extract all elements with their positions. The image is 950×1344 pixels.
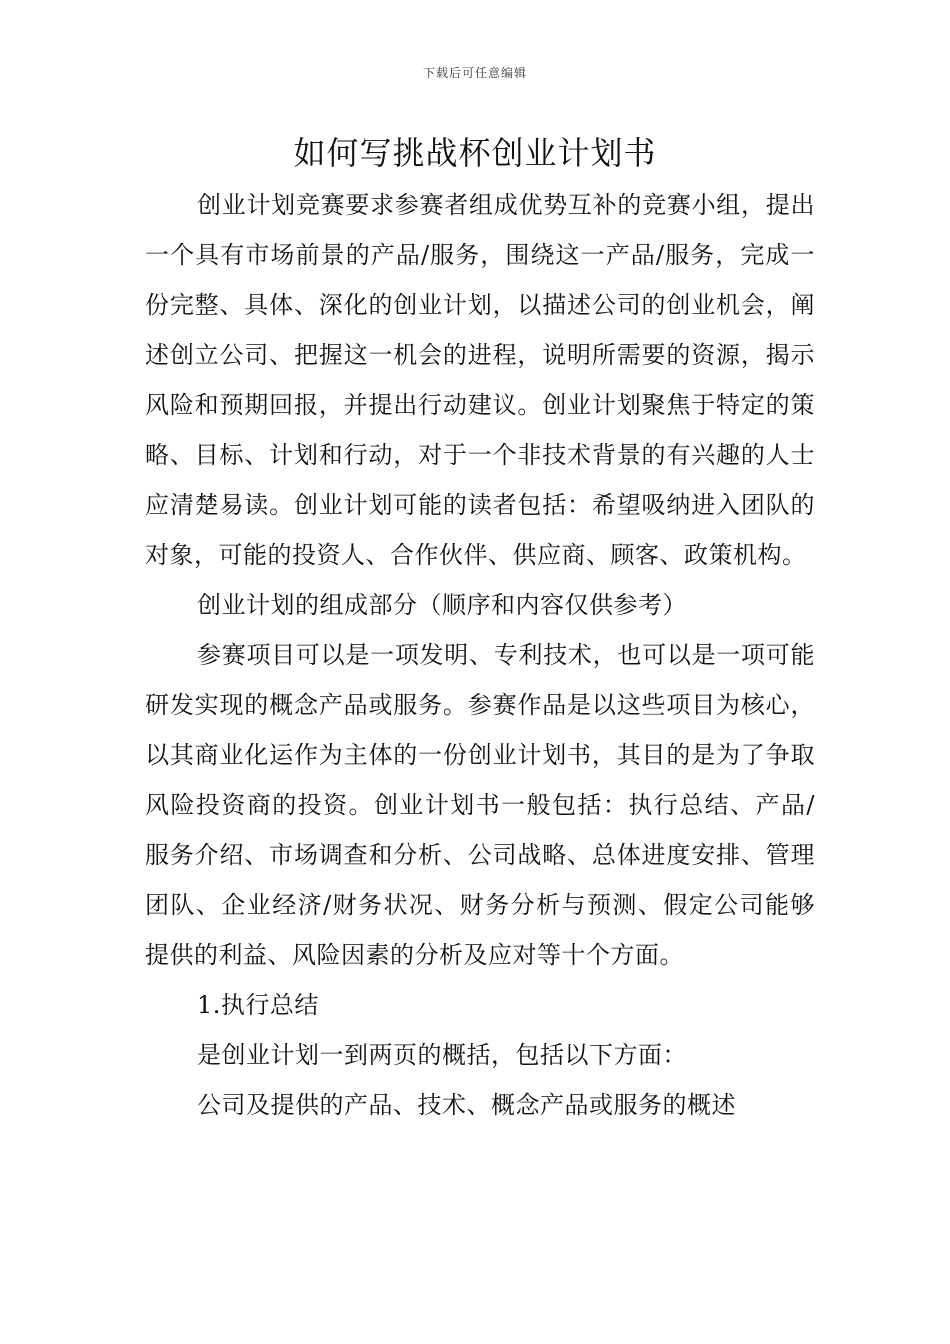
header-note: 下载后可任意编辑 bbox=[422, 66, 527, 80]
paragraph-company-overview: 公司及提供的产品、技术、概念产品或服务的概述 bbox=[197, 1091, 736, 1119]
document-title: 如何写挑战杯创业计划书 bbox=[293, 134, 657, 172]
section-heading-executive-summary: 1.执行总结 bbox=[197, 991, 319, 1019]
paragraph-components-heading: 创业计划的组成部分（顺序和内容仅供参考） bbox=[197, 591, 687, 619]
paragraph-summary-intro: 是创业计划一到两页的概括，包括以下方面： bbox=[197, 1041, 687, 1069]
paragraph-project-description: 参赛项目可以是一项发明、专利技术，也可以是一项可能研发实现的概念产品或服务。参赛作品是以这些项目为核心，以其商业化运作为主体的一份创业计划书，其目的是为了争取风险投资商的投资。创业计划书一般包括：执行总结、产品/服务介绍、市场调查和分析、公司战略、总体进度安排、管理团队、企业经济/财务状况、财务分析与预测、假定公司能够提供的利益、风险因素的分析及应对等十个方面。 bbox=[145, 641, 815, 969]
document-body bbox=[145, 180, 815, 1130]
paragraph-intro: 创业计划竞赛要求参赛者组成优势互补的竞赛小组，提出一个具有市场前景的产品/服务，围绕这一产品/服务，完成一份完整、具体、深化的创业计划，以描述公司的创业机会，阐述创立公司、把握这一机会的进程，说明所需要的资源，揭示风险和预期回报，并提出行动建议。创业计划聚焦于特定的策略、目标、计划和行动，对于一个非技术背景的有兴趣的人士应清楚易读。创业计划可能的读者包括：希望吸纳进入团队的对象，可能的投资人、合作伙伴、供应商、顾客、政策机构。 bbox=[145, 191, 815, 569]
